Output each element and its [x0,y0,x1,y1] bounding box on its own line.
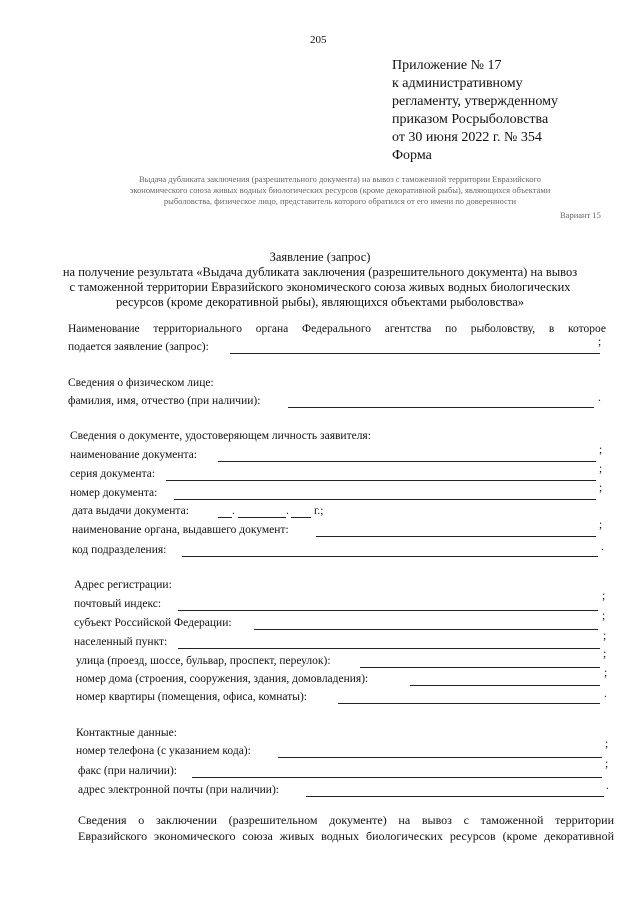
doc-number-label: номер документа: [70,487,158,499]
fio-label: фамилия, имя, отчество (при наличии): [68,395,261,407]
doc-series-end: ; [599,463,603,475]
fax-input-line[interactable] [192,777,602,778]
subject-input-line[interactable] [254,629,598,630]
service-subtitle [80,174,600,207]
doc-number-input-line[interactable] [174,499,596,500]
appendix-line: от 30 июня 2022 г. № 354 [392,130,542,145]
doc-series-input-line[interactable] [166,480,596,481]
postal-input-line[interactable] [178,610,598,611]
title-line: ресурсов (кроме декоративной рыбы), являющихся объектами рыболовства» [115,295,525,309]
doc-issuer-label: наименование органа, выдавшего документ: [72,524,289,536]
date-sep-1: . [232,505,235,517]
organ-label-line2: подается заявление (запрос): [68,341,209,353]
contacts-heading: Контактные данные: [76,727,177,739]
date-month-line[interactable] [238,517,286,518]
title-line: с таможенной территории Евразийского экономического союза живых водных биологических [69,280,571,294]
appendix-line: к административному [392,76,523,91]
person-heading: Сведения о физическом лице: [68,377,214,389]
street-label: улица (проезд, шоссе, бульвар, проспект, переулок): [76,655,331,667]
phone-end: ; [605,738,609,750]
locality-input-line[interactable] [178,648,600,649]
doc-name-input-line[interactable] [218,461,596,462]
locality-label: населенный пункт: [74,636,168,648]
subtitle-line: Выдача дубликата заключения (разрешительного документа) на вывоз с таможенной территории Евразийского [138,174,542,184]
appendix-line: приказом Росрыболовства [392,112,549,127]
form-title [0,250,640,310]
doc-series-label: серия документа: [70,468,156,480]
doc-name-end: ; [599,444,603,456]
date-day-line[interactable] [218,517,232,518]
doc-number-end: ; [599,482,603,494]
phone-input-line[interactable] [278,757,602,758]
street-end: ; [603,648,607,660]
subtitle-line: экономического союза живых водных биологических ресурсов (кроме декоративной рыбы), являющихся объектами [129,185,551,195]
house-end: ; [604,667,608,679]
phone-label: номер телефона (с указанием кода): [76,745,251,757]
doc-date-label: дата выдачи документа: [72,505,189,517]
email-label: адрес электронной почты (при наличии): [78,784,279,796]
apartment-input-line[interactable] [338,703,600,704]
doc-code-label: код подразделения: [72,544,167,556]
subject-label: субъект Российской Федерации: [74,617,232,629]
house-label: номер дома (строения, сооружения, здания, домовладения): [76,673,369,685]
fax-end: ; [605,758,609,770]
document-heading: Сведения о документе, удостоверяющем личность заявителя: [70,430,371,442]
variant-label: Вариант 15 [560,210,601,220]
organ-end: ; [598,336,602,348]
organ-label-line1: Наименование территориального органа Федерального агентства по рыболовству, в которое [68,323,606,335]
page-number: 205 [310,34,327,46]
appendix-line: Форма [392,148,432,163]
doc-issuer-input-line[interactable] [316,536,596,537]
locality-end: ; [603,630,607,642]
date-year-line[interactable] [291,517,311,518]
fio-end: . [598,392,601,404]
appendix-line: Приложение № 17 [392,58,502,73]
date-year-suffix: г.; [314,505,324,517]
date-sep-2: . [286,505,289,517]
conclusion-line2: Евразийского экономического союза живых водных биологических ресурсов (кроме декоративной [78,829,614,843]
title-heading: Заявление (запрос) [269,250,371,264]
organ-input-line[interactable] [230,353,600,354]
conclusion-line1: Сведения о заключении (разрешительном документе) на вывоз с таможенной территории [78,813,614,827]
postal-label: почтовый индекс: [74,598,162,610]
title-line: на получение результата «Выдача дубликата заключения (разрешительного документа) на вывоз [62,265,578,279]
subject-end: ; [602,610,606,622]
street-input-line[interactable] [360,667,600,668]
postal-end: ; [602,590,606,602]
doc-code-end: . [601,541,604,553]
apartment-label: номер квартиры (помещения, офиса, комнаты): [76,691,307,703]
fax-label: факс (при наличии): [78,765,177,777]
house-input-line[interactable] [410,685,600,686]
subtitle-line: рыболовства, физическое лицо, представитель которого обратился от его имени по доверенности [163,196,517,206]
doc-code-input-line[interactable] [182,556,598,557]
doc-name-label: наименование документа: [70,449,197,461]
email-end: . [606,780,609,792]
appendix-line: регламенту, утвержденному [392,94,558,109]
fio-input-line[interactable] [288,407,594,408]
email-input-line[interactable] [306,796,604,797]
appendix-header [392,57,558,165]
doc-issuer-end: ; [599,519,603,531]
apartment-end: . [604,688,607,700]
address-heading: Адрес регистрации: [74,579,172,591]
